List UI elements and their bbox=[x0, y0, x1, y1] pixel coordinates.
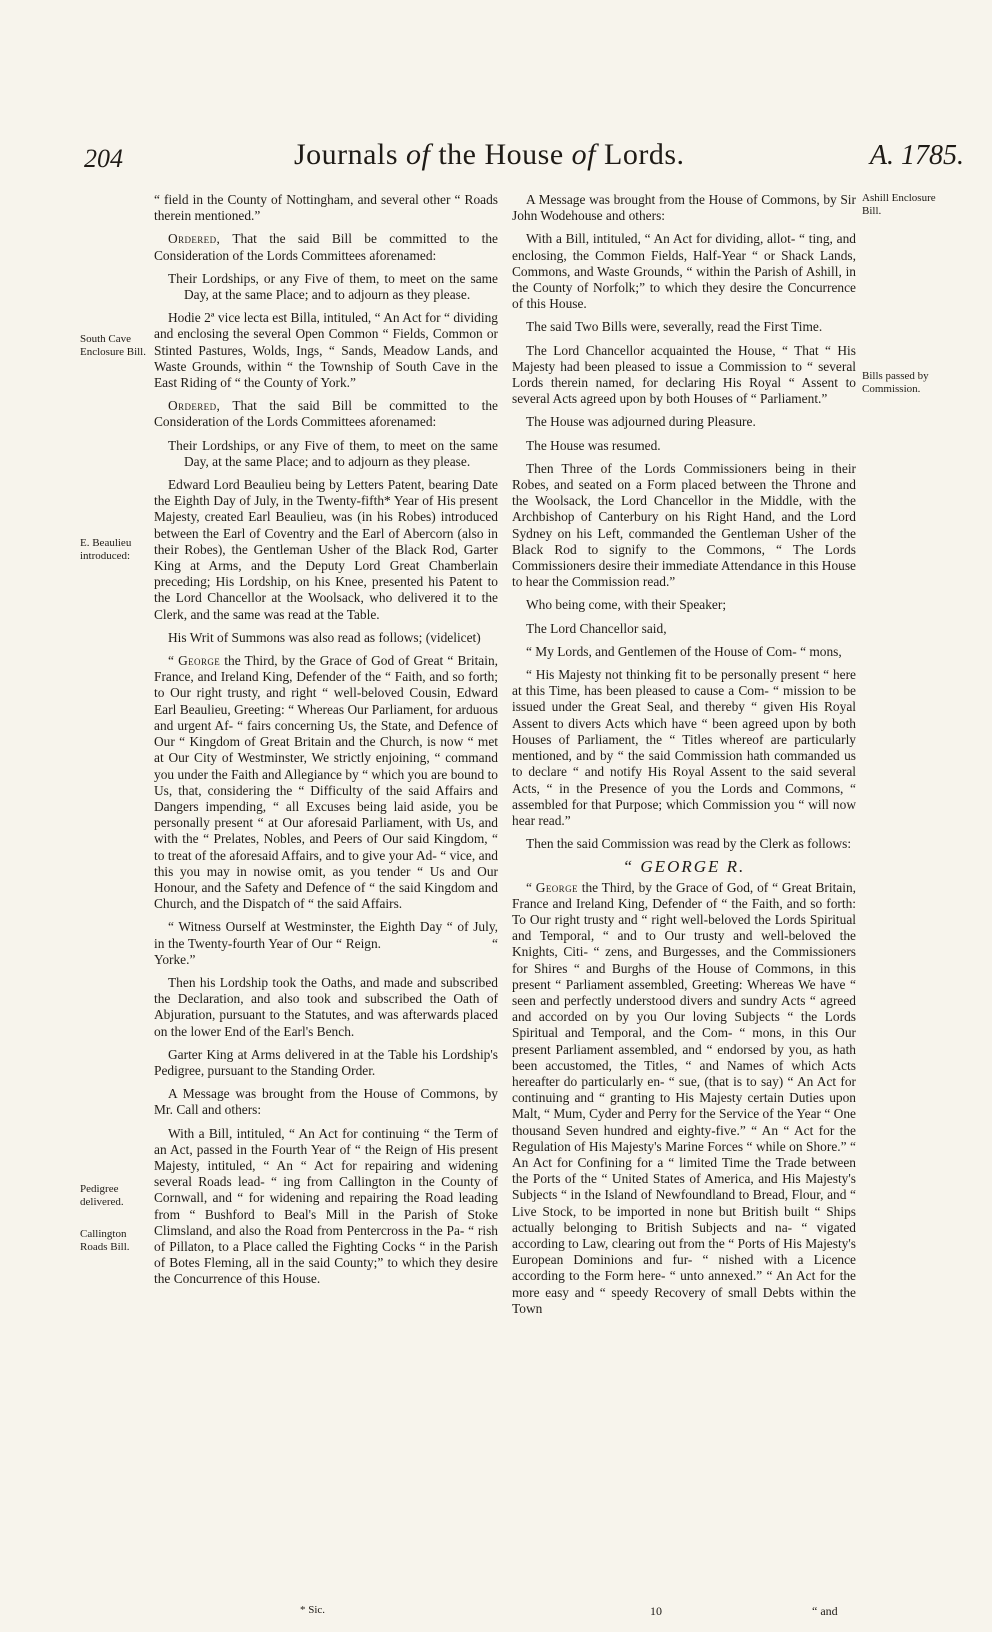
running-title: Journals of the House of Lords. bbox=[294, 138, 685, 171]
page-number: 204 bbox=[84, 144, 123, 173]
margin-note-bills-passed: Bills passed by Commission. bbox=[862, 370, 929, 395]
paragraph: The Lord Chancellor said, bbox=[526, 620, 667, 636]
george-r-heading: “ GEORGE R. bbox=[622, 857, 746, 877]
right-column bbox=[512, 192, 856, 1324]
paragraph: Edward Lord Beaulieu being by Letters Patent, bearing Date the Eighth Day of July, in the Twenty-fifth* Year of His present Majesty, created Earl Beaulieu, was (in his Robes) introduced between the Earl of Coventry and the Earl of Abercorn (also in their Robes), the Gentleman Usher of the Black Rod, Garter King at Arms, and the Deputy Lord Great Chamberlain preceding; His Lordship, on his Knee, presented his Patent to the Lord Chancellor at the Woolsack, who delivered it to the Clerk, and the same was read at the Table. bbox=[154, 477, 498, 622]
paragraph: “ My Lords, and Gentlemen of the House of Com- “ mons, bbox=[526, 643, 842, 659]
footnote: * Sic. bbox=[300, 1604, 326, 1616]
paragraph: “ Witness Ourself at Westminster, the Eighth Day “ of July, in the Twenty-fourth Year of Our “ Reign. “ Yorke.” bbox=[154, 919, 502, 967]
margin-note-ashill: Ashill Enclosure Bill. bbox=[862, 192, 936, 217]
paragraph: Who being come, with their Speaker; bbox=[526, 597, 727, 613]
paragraph: Then the said Commission was read by the Clerk as follows: bbox=[526, 836, 852, 852]
margin-note-pedigree: Pedigree delivered. bbox=[80, 1183, 124, 1208]
paragraph: His Writ of Summons was also read as follows; (videlicet) bbox=[168, 629, 481, 645]
paragraph: Ordered, That the said Bill be committed to the Consideration of the Lords Committees aforenamed: bbox=[154, 231, 498, 263]
left-column bbox=[154, 192, 502, 1295]
paragraph: The House was resumed. bbox=[526, 437, 661, 453]
paragraph: A Message was brought from the House of Commons, by Mr. Call and others: bbox=[154, 1086, 498, 1118]
paragraph: Garter King at Arms delivered in at the Table his Lordship's Pedigree, pursuant to the Standing Order. bbox=[154, 1046, 498, 1078]
paragraph: Then his Lordship took the Oaths, and made and subscribed the Declaration, and also took and subscribed the Oath of Abjuration, pursuant to the Statutes, and was afterwards placed on the lower End of the Earl's Bench. bbox=[154, 974, 498, 1039]
margin-note-callington: Callington Roads Bill. bbox=[80, 1228, 130, 1253]
year: A. 1785. bbox=[869, 140, 964, 171]
paragraph: Then Three of the Lords Commissioners being in their Robes, and seated on a Form placed between the Throne and the Woolsack, the Lord Chancellor in the Middle, with the Archbishop of Canterbury on his Right Hand, and the Lord Sydney on his Left, commanded the Gentleman Usher of the Black Rod to signify to the Commons, “ The Lords Commissioners desire their immediate Attendance in this House to hear the Commission read.” bbox=[512, 460, 856, 590]
paragraph: Their Lordships, or any Five of them, to meet on the same Day, at the same Place; and to adjourn as they please. bbox=[168, 437, 498, 469]
paragraph: A Message was brought from the House of Commons, by Sir John Wodehouse and others: bbox=[512, 192, 856, 224]
paragraph: With a Bill, intituled, “ An Act for continuing “ the Term of an Act, passed in the Fourth Year of “ the Reign of His present Majesty, intituled, “ An “ Act for repairing and widening several Roads lead- “ ing from Callington in the County of Cornwall, and “ for widening and repairing the Road leading from “ Bushford to Beal's Mill in the Parish of Stoke Climsland, and also the Road from Pentercross in the Pa- “ rish of Pillaton, to a Place called the Fighting Cocks “ in the Parish of Botes Fleming, all in the said County;” to which they desire the Concurrence of this House. bbox=[154, 1125, 498, 1287]
paragraph: “ field in the County of Nottingham, and several other “ Roads therein mentioned.” bbox=[154, 192, 498, 224]
paragraph: Hodie 2ª vice lecta est Billa, intituled, “ An Act for “ dividing and enclosing the several Open Common “ Fields, Common or Stinted Pastures, Wolds, Ings, “ Sands, Meadow Lands, and Waste Grounds, within “ the Township of South Cave in the East Riding of “ the County of York.” bbox=[154, 310, 498, 391]
paragraph: “ George the Third, by the Grace of God of Great “ Britain, France, and Ireland King, Defender of the “ Faith, and so forth; to Our right trusty, and right “ well-beloved Cousin, Edward Earl Beaulieu, Greeting: “ Whereas Our Parliament, for arduous and urgent Af- “ fairs concerning Us, the State, and Defence of Our “ Kingdom of Great Britain and the Church, is now “ met at Our City of Westminster, We strictly enjoining, “ command you under the Faith and Allegiance by “ which you are bound to Us, that, considering the “ Difficulty of the said Affairs and Dangers impending, “ all Excuses being laid aside, you be personally present “ at Our aforesaid Parliament, with Us, and with the “ Prelates, Nobles, and Peers of Our said Kingdom, “ to treat of the aforesaid Affairs, and to give your Ad- “ vice, and this you may in nowise omit, as you tender “ Us and Our Honour, and the Safety and Defence of “ the said Kingdom and Church, and the Dispatch of “ the said Affairs. bbox=[154, 653, 498, 912]
paragraph: The Lord Chancellor acquainted the House, “ That “ His Majesty had been pleased to issue a Commission to “ several Lords therein named, for declaring His Royal “ Assent to several Acts agreed upon by both Houses of “ Parliament.” bbox=[512, 342, 856, 407]
catchword: “ and bbox=[812, 1604, 838, 1618]
paragraph: The House was adjourned during Pleasure. bbox=[526, 414, 756, 430]
paragraph: “ His Majesty not thinking fit to be personally present “ here at this Time, has been pleased to cause a Com- “ mission to be issued under the Great Seal, and thereby “ given His Royal Assent to divers Acts which have “ been agreed upon by both Houses of Parliament, the “ Titles whereof are particularly mentioned, and by “ the said Commission hath commanded us to declare “ and notify His Royal Assent to the said several Acts, “ in the Presence of you the Lords and Commons, “ assembled for that Purpose; which Commission you “ will now hear read.” bbox=[512, 667, 856, 828]
margin-note-south-cave: South Cave Enclosure Bill. bbox=[80, 333, 146, 358]
page-header bbox=[84, 138, 964, 184]
paragraph: “ George the Third, by the Grace of God, of “ Great Britain, France and Ireland King, Defender of “ the Faith, and so forth: To Our right trusty and “ right well-beloved the Lords Spiritual and Temporal, “ and to Our trusty and well-beloved the Knights, Citi- “ zens, and Burgesses, and the Commissioners for Shires “ and Burghs of the House of Commons, in this present “ Parliament assembled, Greeting: Whereas We have “ seen and perfectly understood divers and sundry Acts “ agreed and accorded on by you Our loving Subjects “ the Lords Spiritual and Temporal, and the Com- “ mons, in this Our present Parliament assembled, and “ endorsed by you, as hath been accustomed, the Titles, “ and Names of which Acts hereafter do particularly en- “ sue, (that is to say) “ An Act for continuing and “ granting to His Majesty certain Duties upon Malt, “ Mum, Cyder and Perry for the Service of the Year “ One thousand Seven hundred and eighty-five.” “ An “ Act for the Regulation of His Majesty's Marine Forces “ while on Shore.” “ An Act for Confining for a “ limited Time the Trade between the Ports of the “ United States of America, and His Majesty's Subjects “ in the Island of Newfoundland to Bread, Flour, and “ Live Stock, to be imported in none but British built “ Ships actually belonging to British Subjects and na- “ vigated according to Law, clearing out from the “ Ports of His Majesty's European Dominions and fur- “ nished with a Licence according to the Form here- “ unto annexed.” “ An Act for the more easy and “ speedy Recovery of small Debts within the Town bbox=[512, 879, 857, 1316]
signature-mark: 10 bbox=[650, 1604, 662, 1618]
paragraph: With a Bill, intituled, “ An Act for dividing, allot- “ ting, and enclosing, the Common Fields, Half-Year “ or Shack Lands, Commons, and Waste Grounds, “ within the Parish of Ashill, in the County of Norfolk;” to which they desire the Concurrence of this House. bbox=[512, 231, 856, 312]
paragraph: Ordered, That the said Bill be committed to the Consideration of the Lords Committees aforenamed: bbox=[154, 398, 498, 430]
margin-note-beaulieu: E. Beaulieu introduced: bbox=[80, 537, 132, 562]
paragraph: The said Two Bills were, severally, read the First Time. bbox=[526, 319, 823, 335]
paragraph: Their Lordships, or any Five of them, to meet on the same Day, at the same Place; and to adjourn as they please. bbox=[168, 270, 498, 303]
